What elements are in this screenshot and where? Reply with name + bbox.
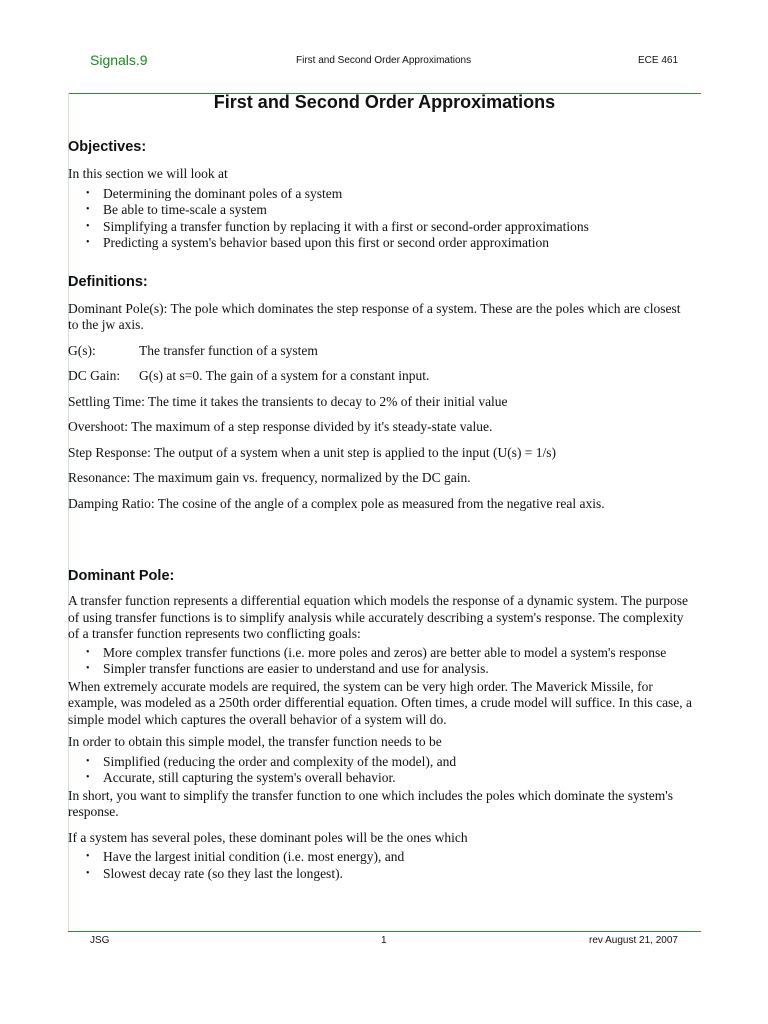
objectives-heading: Objectives:	[68, 139, 147, 155]
list-item: • More complex transfer functions (i.e. more poles and zeros) are better able to model a system's response	[68, 645, 693, 662]
list-item: • Simplified (reducing the order and complexity of the model), and	[68, 754, 693, 771]
dominant-pole-paragraph-3: In order to obtain this simple model, the transfer function needs to be	[68, 734, 442, 749]
document-body	[68, 138, 693, 882]
definitions-heading: Definitions:	[68, 273, 148, 290]
objectives-list	[68, 186, 693, 252]
list-item: • Slowest decay rate (so they last the longest).	[68, 866, 693, 883]
dominant-pole-heading: Dominant Pole:	[68, 568, 175, 584]
definition-step-response: Step Response: The output of a system when a unit step is applied to the input (U(s) = 1/s)	[68, 444, 557, 460]
footer-revision-date: rev August 21, 2007	[589, 935, 678, 946]
dominant-pole-paragraph-4: In short, you want to simplify the transfer function to one which includes the poles which dominate the system's response.	[68, 787, 673, 819]
definition-text: G(s) at s=0. The gain of a system for a constant input.	[139, 368, 430, 383]
definition-label: DC Gain:	[68, 368, 121, 383]
definition-label: G(s):	[68, 342, 96, 358]
list-item: • Have the largest initial condition (i.e. most energy), and	[68, 849, 693, 866]
definition-overshoot: Overshoot: The maximum of a step response divided by it's steady-state value.	[68, 419, 493, 434]
header-chapter-title: First and Second Order Approximations	[296, 55, 472, 66]
objectives-intro: In this section we will look at	[68, 166, 228, 181]
list-item: • Accurate, still capturing the system's overall behavior.	[68, 770, 693, 787]
header-section-id: Signals.9	[90, 52, 148, 68]
definition-dominant-poles: Dominant Pole(s): The pole which dominates the step response of a system. These are the poles which are closest to the jw axis.	[68, 300, 681, 332]
dominant-pole-paragraph-2: When extremely accurate models are required, the system can be very high order. The Maverick Missile, for example, was modeled as a 250th order differential equation. Often times, a crude model will suffice. In this case, a simple model which captures the overall behavior of a system will do.	[68, 678, 693, 727]
definition-resonance: Resonance: The maximum gain vs. frequency, normalized by the DC gain.	[68, 470, 471, 485]
list-item: • Simpler transfer functions are easier to understand and use for analysis.	[68, 661, 693, 678]
header-course-code: ECE 461	[638, 55, 679, 66]
dominant-pole-list-1	[68, 645, 693, 678]
footer-rule	[68, 931, 701, 932]
list-item: • Determining the dominant poles of a system	[68, 186, 693, 203]
dominant-pole-list-2	[68, 754, 693, 787]
dominant-pole-paragraph-1: A transfer function represents a differential equation which models the response of a dynamic system. The purpose of using transfer functions is to simplify analysis while accurately describing a system's response. The complexity of a transfer function represents two conflicting goals:	[68, 593, 688, 641]
page-title: First and Second Order Approximations	[213, 92, 556, 112]
definition-settling-time: Settling Time: The time it takes the transients to decay to 2% of their initial value	[68, 393, 508, 409]
page-number: 1	[381, 935, 387, 946]
definition-damping-ratio: Damping Ratio: The cosine of the angle of a complex pole as measured from the negative real axis.	[68, 495, 605, 511]
list-item: • Predicting a system's behavior based upon this first or second order approximation	[68, 235, 693, 252]
definition-text: The transfer function of a system	[139, 342, 318, 358]
definition-dc-gain	[68, 368, 693, 385]
dominant-pole-list-3	[68, 849, 693, 882]
dominant-pole-paragraph-5: If a system has several poles, these dominant poles will be the ones which	[68, 829, 468, 845]
footer-author: JSG	[90, 935, 110, 946]
list-item: • Simplifying a transfer function by replacing it with a first or second-order approximations	[68, 219, 693, 236]
page-header	[0, 52, 768, 72]
list-item: • Be able to time-scale a system	[68, 202, 693, 219]
definition-gs	[68, 343, 693, 360]
